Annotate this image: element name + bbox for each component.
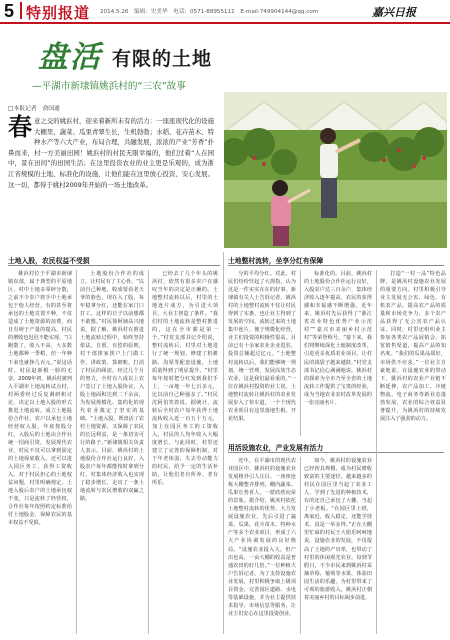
section-heading-land-transfer: 土地整村流转，坐享分红有保障 bbox=[228, 257, 324, 265]
column-divider bbox=[300, 457, 301, 634]
header-rule bbox=[0, 22, 450, 24]
column-divider bbox=[148, 270, 149, 634]
column-divider bbox=[376, 270, 377, 634]
text-column-6: 近年，在平湖市的现代农业园区中，姚浜村的设施农业发展格外引人注目。一座座连栋大棚整齐排列，棚内蔬菜、瓜果长势喜人，一派欣欣向荣的景象。据介绍，姚浜村依托土地整村流转的优势，大力发展设施农业，先后引进了蔬菜、瓜果、花卉苗木、特种水产等多个农业项目，形成了六大产业协调发展的良好格局。“设施农业投入大，但产出也高，一亩大棚的收益是普通农田的好几倍。”一位种植大户告诉记者。为了支持设施农业发展，村里积极争取上级项目资金，完善园区道路、水电等基础设施，并为业主提供技术指导、市场信息等服务，让业主们安心在这里投资创业。 bbox=[228, 458, 296, 617]
section-heading-facility-agriculture: 用活设施农业，产业发展有活力 bbox=[228, 444, 324, 452]
newspaper-masthead: 嘉兴日报 bbox=[372, 6, 416, 19]
headline-subtitle: —平湖市新埭镇姚浜村的“三农”故事 bbox=[32, 81, 186, 92]
lead-paragraph bbox=[8, 112, 214, 190]
headline-main: 有限的土地 bbox=[112, 48, 213, 70]
text-column-4: 分的平均分红。对此，村民们纷纷竖起了大拇指，认为这是一件实实在在的好事。新埭镇有关人士告诉记者，姚浜村的土地整村流转不仅让村民得到了实惠，也让业主得到了发展的空间。流转过来的土地集中连片，便于规模化经营，业主们投资的积极性很高。目前已有十余家农业企业进驻，投资总额超过亿元。“土地整村流转以后，我们能够统一规划、统一管理，发展高效生态农业，这是我们最看重的。”一位在姚浜村投资的业主说。土地整村流转让姚浜村的农业发展步入了快车道，一个个现代农业项目在这里落地生根、开花结果。 bbox=[228, 271, 296, 422]
text-column-1: 姚浜村位于平湖市新埭镇东部，属于典型的平原地区，村中土地多零碎分散，之前不少农户将手中土地承包于他人经营，有的甚至将承包的土地荒置不种，不仅造成了土地资源的浪费，而且有碍于产量的提高，村民的增收也迟迟不能实现。“白跑散了，收入不高，大多数土地都种一季稻，但一年种下来也就挣几百元。”说这话时，村民赵新根一脸的无奈。2009年初，姚浜村被列入平湖市土地流转试点村，村两委经过反复调研和讨论，决定以土地入股的形式推进土地流转，成立土地股份合作社，农户以承包土地经营权入股，年底按股分红。入股后的土地由合作社统一招商引资，发展现代农业，村民不仅可以拿到固定的土地保底收入，还可以进入园区务工，获得工资收入。对于村民担心的土地权益问题，村里明确规定，土地入股后农户的土地承包权不变，只是流转了经营权，合作社每年按照约定标准给付土地股金，保障农民的基本权益不受损。 bbox=[8, 271, 72, 527]
column-divider bbox=[223, 252, 224, 634]
text-column-2: 土地股份合作社的成立，让村民有了主心骨。“以前自己种地，收成要看老天爷的脸色，现在入了股，每年稳拿分红，还能在家门口打工，这样的日子以前想都不敢想。”村民徐阿姨高兴地说。据了解，姚浜村在推进土地流转过程中，始终坚持依法、自愿、有偿的原则，村干部挨家挨户上门做工作，讲政策、算细账，打消了村民的顾虑。经过几个月的努力，全村有八成以上农户签订了土地入股协议，入股土地面积达到二千余亩，为发展规模化、集约化的现代农业奠定了坚实的基础。“土地入股，既盘活了农村土地资源，又保障了农民的长远利益，是一条切实可行的路子。”新埭镇相关负责人表示。目前，姚浜村的土地股份合作社运行良好，入股农户每年都能按时拿到分红，村集体经济收入也实现了稳步增长，走出了一条土地流转与农民增收的双赢之路。 bbox=[80, 271, 144, 503]
column-divider bbox=[76, 270, 77, 634]
greenhouse-photo-illustration bbox=[224, 92, 447, 248]
text-column-3: 已经去了几个年头的姚浜村，依然有很多农户在感叹当年的决定是正确的。土地整村流转以后，村里的土地连片成方，为引进大项目、大业主创造了条件。“我们村的土地流转是整村推进的，这在全市都是第一个。”村党支部书记介绍说，整村流转后，村里对土地进行了统一规划，修建了机耕路、沟渠等配套设施，土地质量得到了明显提升。“村里每年按时把分红发到我们手上，一亩地一年七百多元，比以前自己种强多了。”村民沈阿伯笑着说。据统计，流转后全村农户每年获得土地流转收入近一百五十万元，加上在园区务工的工资收入，村民的人均年收入大幅度增长。与此同时，村里还建立了完善的保障机制，对于年老体弱、失去劳动能力的村民，给予一定的生活补助，让他们老有所养、老有所乐。 bbox=[152, 271, 218, 487]
section-rule bbox=[228, 265, 444, 266]
headline-emphasis: 盘活 bbox=[38, 40, 102, 75]
lead-dropcap: 春 bbox=[8, 112, 32, 141]
section-marker bbox=[20, 2, 22, 19]
page-meta: 2014.5.26 编辑：史美华 电话：0571-88955111 E-mail:749904144@qq.com bbox=[100, 9, 319, 15]
text-column-5: 标准化的。目前，姚浜村的土地股份合作社运行良好，入股农户达三百余户，集体经济收入逐年提高，农民的获得感和幸福感不断增强。近年来，姚浜村先后获得了“浙江省农业特色优势产业示范村”“嘉兴市美丽乡村示范村”等荣誉称号。“接下来，我们将继续深化土地制度改革，引进更多优质农业项目，让村民的钱袋子越来越鼓。”村党支部书记信心满满地说。姚浜村的探索为全市乃至全省的土地流转工作提供了宝贵的经验，成为当地农业农村改革发展的一张亮丽名片。 bbox=[304, 271, 372, 406]
column-divider bbox=[300, 270, 301, 436]
section-heading-land-shares: 土地入股，农民权益不受损 bbox=[8, 257, 90, 265]
text-column-7: 如今，姚浜村的设施农业已经初具规模，成为村民增收致富的主要途径。越来越多的村民在园区里当起了农业工人，学到了先进的种植技术，有的还自己承包了大棚，当起了小老板。“在园区里上班，离家近，收入稳定，还能学技术，真是一举多得。”正在大棚里忙碌的村民王大姐乐呵呵地说。设施农业的发展，不仅提高了土地的产出率，也带动了村里的休闲观光农业。每到节假日，不少市民来到姚浜村采摘草莓、葡萄等水果，体验田园生活的乐趣，为村里带来了可观的旅游收入，姚浜村正朝着美丽乡村的目标阔步前进。 bbox=[304, 458, 372, 601]
section-rule bbox=[8, 265, 220, 266]
text-column-8: 打造“一村一品”特色品牌，是姚浜村设施农业发展的重要方向。村里积极引导业主发展无公害、绿色、有机农产品，提高农产品的质量和市场竞争力，多个农产品获得了无公害农产品认证。同时，村里还组织业主参加各类农产品展销会，拓宽销售渠道，提高产品的知名度。“我们的瓜果品质好，市场供不应求。”一位业主自豪地说。在设施农业的带动下，姚浜村的农业产业链不断延伸，农产品加工、冷链物流、电子商务等新业态蓬勃发展，农业的综合效益显著提升，为姚浜村的持续发展注入了强劲的动力。 bbox=[380, 271, 446, 422]
byline: □本报记者 俞国通 bbox=[8, 106, 60, 112]
section-title: 特别报道 bbox=[26, 4, 91, 22]
page-number: 5 bbox=[4, 1, 15, 21]
lead-text: 意之交的姚浜村，迎来着新所未有的活力：一座座现代化的设施大棚里，蔬菜、瓜果青翠生长，生机勃勃；水稻、花卉苗木、特种水产等六大产业，布局合理，共融发展，浓浓的产业“芳香”扑鼻而来，村一方美丽田园！姚浜村的村民无限幸福的，他们过着“人在园中，景在田间”的田园生活；在这里投资农业的业主更是乐观的，成为浙江省规模的土地、标准化的设施，让他们能在这里放心投资、安心发展。这一切，都得于姚村2009年开始的一场土地改革。 bbox=[8, 117, 214, 189]
article-photo bbox=[224, 92, 447, 248]
